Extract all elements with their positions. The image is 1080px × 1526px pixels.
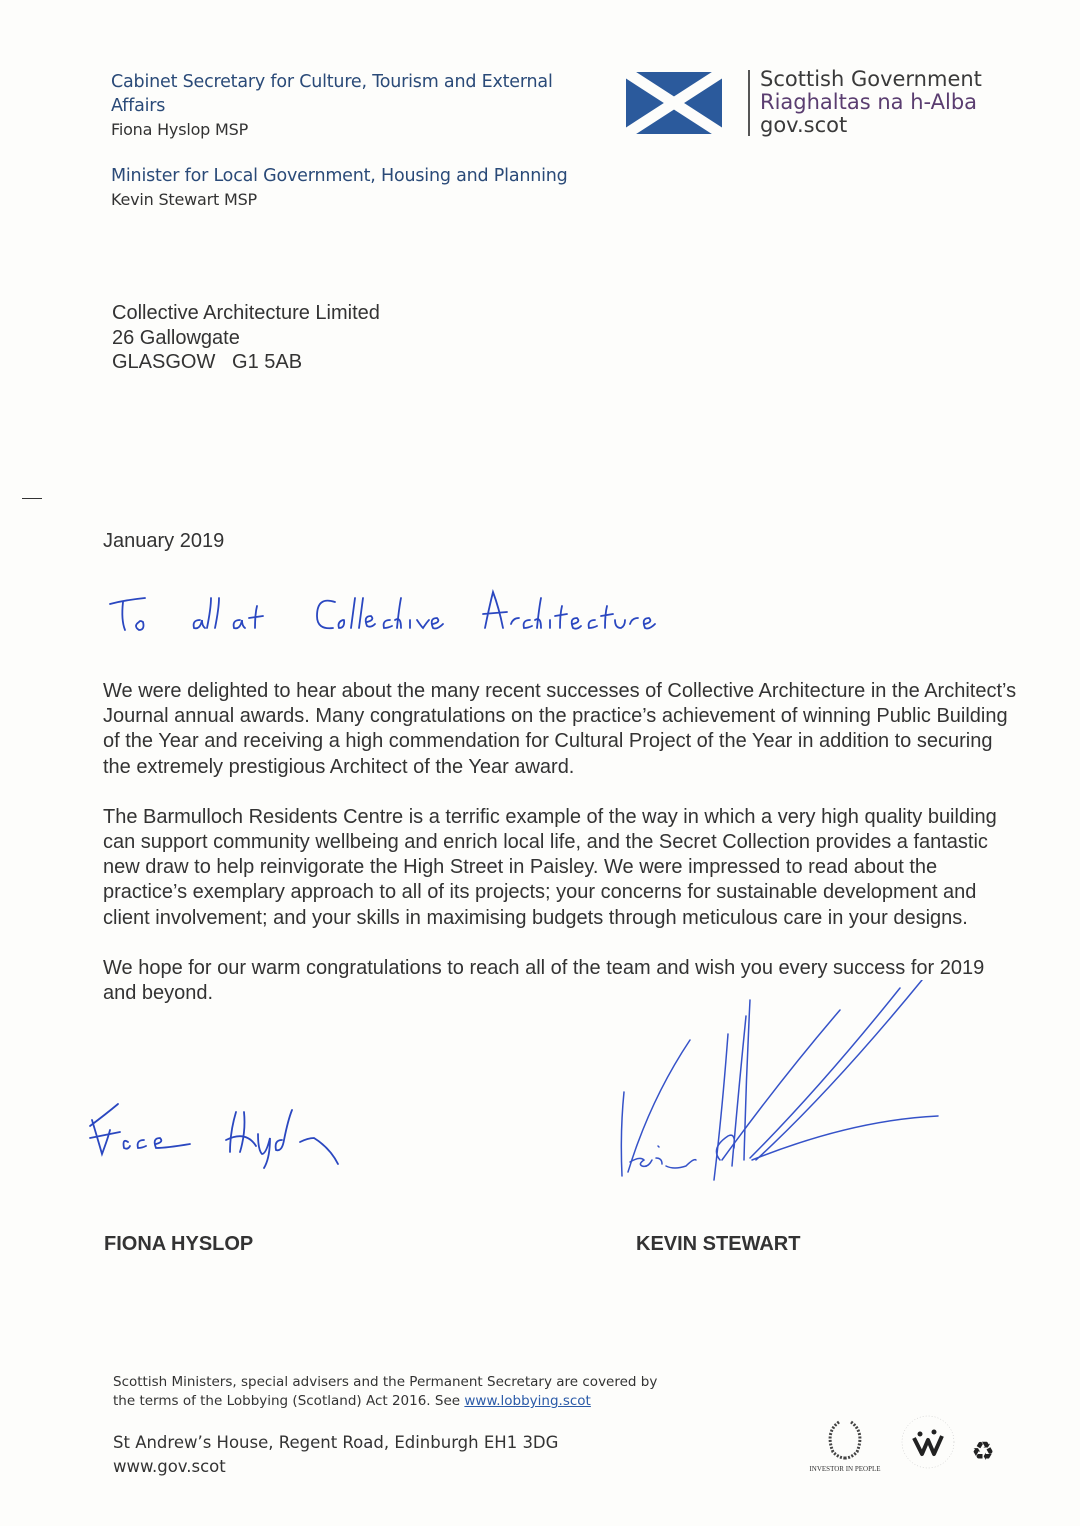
footer-website: www.gov.scot [113,1457,226,1476]
letter-body [103,679,1023,1031]
minister-1-title-line1: Cabinet Secretary for Culture, Tourism and External [111,72,553,92]
recipient-address [112,301,380,375]
body-paragraph-1: We were delighted to hear about the many recent successes of Collective Architecture in the Architect’s Journal annual awards. Many congratulations on the practice’s achievement of winning Public Building of the Year and receiving a high commendation for Cultural Project of the Year in addition to securing the extremely prestigious Architect of the Year award. [103,680,1017,778]
recipient-line-2: 26 Gallowgate [112,326,240,349]
minister-1-title [111,70,611,118]
lobbying-notice-text: Scottish Ministers, special advisers and the Permanent Secretary are covered by the terms of the Lobbying (Scotland) Act 2016. See [113,1374,658,1409]
letter-date: January 2019 [103,530,225,552]
letterhead-ministers [111,70,611,212]
logo-text [760,68,982,137]
handwritten-salutation-icon [105,580,685,640]
logo-line-domain: gov.scot [760,113,848,137]
recycle-mark [968,1436,998,1466]
handwritten-salutation [105,580,685,640]
recipient-line-3: GLASGOW G1 5AB [112,351,303,373]
minister-1-title-line2: Affairs [111,96,166,116]
investor-in-people-mark [800,1418,890,1473]
logo-line-gaelic: Riaghaltas na h-Alba [760,90,978,114]
minister-1-name: Fiona Hyslop MSP [111,120,249,139]
investor-in-people-icon [825,1418,865,1460]
signature-fiona-hyslop [86,1100,366,1180]
accreditation-marks [800,1418,1010,1488]
recycle-icon: ♻ [971,1436,995,1466]
minister-2-title: Minister for Local Government, Housing and Planning [111,166,568,186]
footer-address: St Andrew’s House, Regent Road, Edinburgh EH1 3DG [113,1433,559,1452]
logo-line-english: Scottish Government [760,67,982,91]
positive-about-disabled-people-mark [896,1410,960,1474]
logo-divider [748,70,750,136]
minister-2-name: Kevin Stewart MSP [111,190,257,209]
lobbying-link[interactable]: www.lobbying.scot [464,1393,591,1409]
margin-fold-mark [22,498,42,499]
scottish-government-logo [626,68,1016,140]
body-paragraph-3: We hope for our warm congratulations to reach all of the team and wish you every success for 2019 and beyond. [103,956,985,1005]
lobbying-notice [113,1373,673,1411]
saltire-flag-icon [626,72,722,134]
body-paragraph-2: The Barmulloch Residents Centre is a terrific example of the way in which a very high quality building can support community wellbeing and enrich local life, and the Secret Collection provides a fantastic new draw to help reinvigorate the High Street in Paisley. We were impressed to read about the practice’s exemplary approach to all of its projects; your concerns for sustainable development and client involvement; and your skills in maximising budgets through meticulous care in your designs. [103,805,997,929]
signatory-1-name: FIONA HYSLOP [104,1233,254,1255]
footer-address-block [113,1431,558,1479]
recipient-line-1: Collective Architecture Limited [112,302,380,324]
handwritten-signature-icon [600,980,1040,1200]
investor-in-people-label: INVESTOR IN PEOPLE [809,1465,881,1473]
positive-about-disabled-people-icon [896,1410,960,1474]
signature-kevin-stewart [600,980,1040,1200]
signatory-2-name: KEVIN STEWART [636,1233,801,1255]
handwritten-signature-icon [86,1100,366,1180]
